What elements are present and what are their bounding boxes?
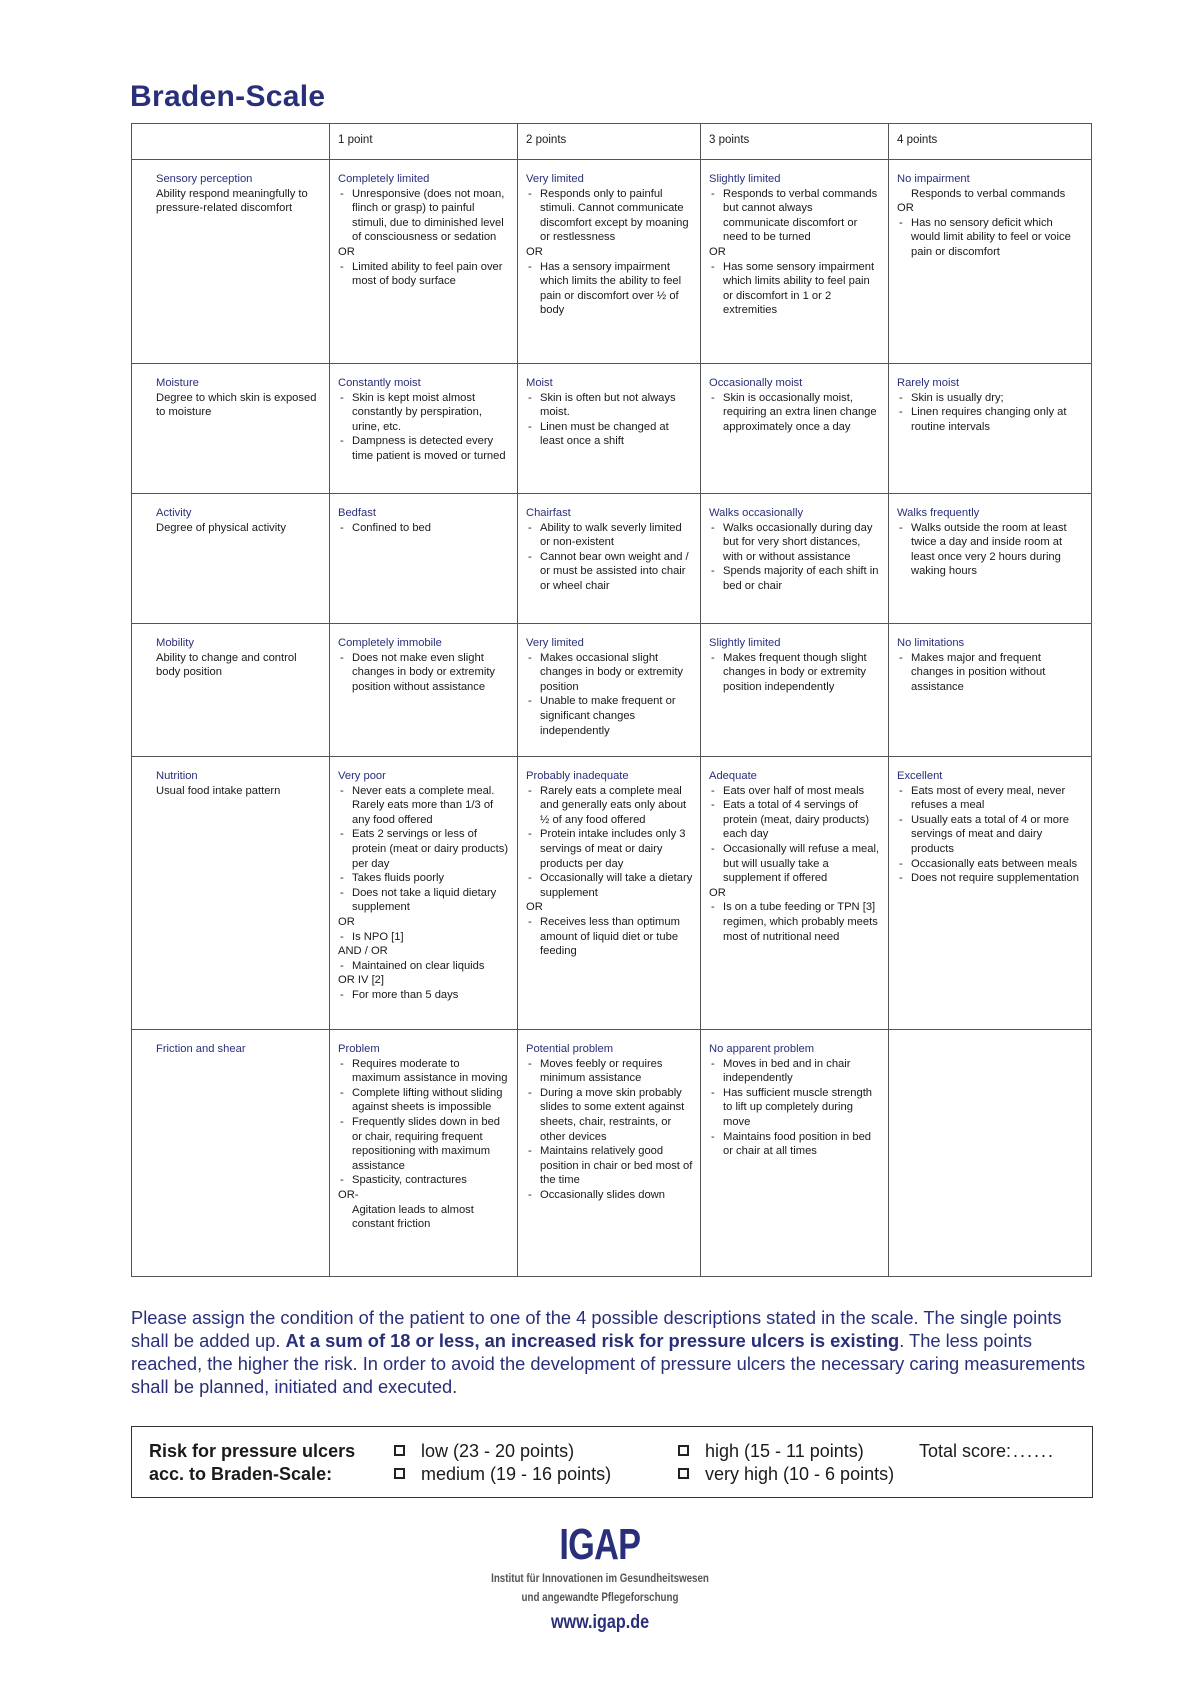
list-item: - Has sufficient muscle strength to lift up completely during move [709, 1086, 882, 1130]
list-item: - Makes major and frequent changes in position without assistance [897, 651, 1085, 695]
list-item: - Occasionally slides down [526, 1188, 694, 1203]
level-cell [518, 624, 701, 757]
list-item: - Spasticity, contractures [338, 1173, 511, 1188]
list-item: - Maintained on clear liquids [338, 959, 511, 974]
list-item: - Takes fluids poorly [338, 871, 511, 886]
level-title: Potential problem [526, 1043, 614, 1055]
list-item: - Linen must be changed at least once a shift [526, 420, 694, 449]
list-item: - Limited ability to feel pain over most of body surface [338, 260, 511, 289]
list-item: - Makes frequent though slight changes in body or extremity position independently [709, 651, 882, 695]
list-item: - Occasionally will take a dietary supplement [526, 871, 694, 900]
level-title: Very limited [526, 637, 584, 649]
list-item: - Skin is often but not always moist. [526, 391, 694, 420]
list-text: OR IV [2] [338, 974, 385, 987]
category-cell [132, 757, 330, 1030]
list-item: - Usually eats a total of 4 or more servings of meat and dairy products [897, 813, 1085, 857]
list-text: OR- [338, 1188, 359, 1201]
list-item: - Receives less than optimum amount of liquid diet or tube feeding [526, 915, 694, 959]
level-title: Moist [526, 377, 553, 389]
list-item: - Complete lifting without sliding against sheets is impossible [338, 1086, 511, 1115]
logo-url[interactable]: www.igap.de [550, 1612, 650, 1633]
level-title: Probably inadequate [526, 770, 629, 782]
list-item: - Is on a tube feeding or TPN [3] regimen, which probably meets most of nutritional need [709, 900, 882, 944]
level-cell [701, 757, 889, 1030]
category-description: Ability to change and control body position [156, 651, 297, 679]
list-item: - Occasionally eats between meals [897, 857, 1085, 872]
level-cell [330, 757, 518, 1030]
list-item: - Never eats a complete meal. Rarely eats more than 1/3 of any food offered [338, 784, 511, 828]
header-cell: 4 points [889, 124, 1092, 160]
level-cell [518, 494, 701, 624]
table-row [132, 1030, 1092, 1277]
list-item: - Is NPO [1] [338, 930, 511, 945]
level-cell [518, 757, 701, 1030]
category-description: Degree to which skin is exposed to moisture [156, 391, 317, 419]
risk-option-medium[interactable] [394, 1463, 611, 1486]
level-cell [518, 160, 701, 364]
table-row [132, 494, 1092, 624]
level-cell [330, 1030, 518, 1277]
list-text: AND / OR [338, 945, 388, 958]
list-item: - Moves in bed and in chair independently [709, 1057, 882, 1086]
level-cell [518, 364, 701, 494]
table-row [132, 757, 1092, 1030]
list-item: - Confined to bed [338, 521, 511, 536]
level-title: Very poor [338, 770, 386, 782]
igap-logo [0, 1520, 1200, 1634]
level-title: Walks occasionally [709, 507, 804, 519]
level-title: Very limited [526, 173, 584, 185]
list-item: - For more than 5 days [338, 988, 511, 1003]
instructions-emphasis: At a sum of 18 or less, an increased risk for pressure ulcers is existing [285, 1330, 900, 1351]
list-item: - Makes occasional slight changes in body or extremity position [526, 651, 694, 695]
total-score-field[interactable]: ...... [1013, 1441, 1056, 1461]
checkbox-icon[interactable] [678, 1468, 689, 1479]
risk-label [149, 1440, 355, 1486]
level-title: Completely limited [338, 173, 430, 185]
level-cell [889, 1030, 1092, 1277]
list-item: - Walks occasionally during day but for very short distances, with or without assistance [709, 521, 882, 565]
risk-option-label: high (15 - 11 points) [705, 1441, 864, 1461]
level-cell [889, 364, 1092, 494]
instructions-text-end: . The less points reached, the higher the risk. In order to avoid the development of pressure ulcers the necessary caring measurements shall be planned, initiated and executed. [131, 1330, 1086, 1397]
level-title: Chairfast [526, 507, 571, 519]
level-title: Occasionally moist [709, 377, 803, 389]
list-item: - Has a sensory impairment which limits the ability to feel pain or discomfort over ½ of body [526, 260, 694, 318]
list-item: - Occasionally will refuse a meal, but will usually take a supplement if offered [709, 842, 882, 886]
level-cell [889, 757, 1092, 1030]
list-item: - Unable to make frequent or significant changes independently [526, 694, 694, 738]
list-item: - Skin is usually dry; [897, 391, 1085, 406]
category-title: Nutrition [156, 770, 198, 782]
level-title: Bedfast [338, 507, 376, 519]
total-score [919, 1440, 1055, 1463]
list-text: OR [338, 245, 355, 258]
list-text: OR [526, 245, 543, 258]
braden-scale-table [131, 123, 1092, 1277]
checkbox-icon[interactable] [394, 1445, 405, 1456]
list-item: - Does not take a liquid dietary supplement [338, 886, 511, 915]
list-item: - Walks outside the room at least twice a day and inside room at least once very 2 hours during waking hours [897, 521, 1085, 579]
risk-option-very-high[interactable] [678, 1463, 894, 1486]
category-cell [132, 624, 330, 757]
instructions-paragraph [131, 1306, 1093, 1398]
risk-label-line: acc. to Braden-Scale: [149, 1464, 333, 1484]
risk-option-label: very high (10 - 6 points) [705, 1464, 895, 1484]
list-item: - Does not require supplementation [897, 871, 1085, 886]
category-title: Moisture [156, 377, 199, 389]
list-text: Agitation leads to almost constant friction [352, 1203, 474, 1231]
list-text: OR [709, 886, 726, 899]
list-item: - Maintains relatively good position in chair or bed most of the time [526, 1144, 694, 1188]
level-cell [701, 624, 889, 757]
list-item: - Cannot bear own weight and / or must be assisted into chair or wheel chair [526, 550, 694, 594]
risk-label-line: Risk for pressure ulcers [149, 1441, 356, 1461]
level-cell [701, 1030, 889, 1277]
list-item: - Eats a total of 4 servings of protein (meat, dairy products) each day [709, 798, 882, 842]
level-title: Completely immobile [338, 637, 442, 649]
level-title: Excellent [897, 770, 943, 782]
level-title: Adequate [709, 770, 757, 782]
level-title: Slightly limited [709, 173, 781, 185]
list-text: OR [338, 915, 355, 928]
list-item: - Linen requires changing only at routine intervals [897, 405, 1085, 434]
category-cell [132, 160, 330, 364]
checkbox-icon[interactable] [678, 1445, 689, 1456]
risk-box [131, 1426, 1093, 1498]
level-cell [701, 364, 889, 494]
list-text: OR [709, 245, 726, 258]
list-item: - Eats 2 servings or less of protein (meat or dairy products) per day [338, 827, 511, 871]
category-description: Ability respond meaningfully to pressure-related discomfort [156, 187, 308, 215]
risk-option-label: low (23 - 20 points) [421, 1441, 575, 1461]
list-item: - Ability to walk severly limited or non-existent [526, 521, 694, 550]
category-cell [132, 364, 330, 494]
list-item: - Protein intake includes only 3 servings of meat or dairy products per day [526, 827, 694, 871]
list-item: - Does not make even slight changes in body or extremity position without assistance [338, 651, 511, 695]
logo-tagline: Institut für Innovationen im Gesundheitswesen [491, 1573, 709, 1585]
header-cell: 1 point [330, 124, 518, 160]
category-title: Activity [156, 507, 192, 519]
level-cell [330, 160, 518, 364]
level-title: Rarely moist [897, 377, 960, 389]
list-item: - Spends majority of each shift in bed or chair [709, 564, 882, 593]
list-item: - Unresponsive (does not moan, flinch or grasp) to painful stimuli, due to diminished level of consciousness or sedation [338, 187, 511, 245]
table-row [132, 624, 1092, 757]
level-cell [889, 494, 1092, 624]
list-item: - Moves feebly or requires minimum assistance [526, 1057, 694, 1086]
level-title: Constantly moist [338, 377, 421, 389]
category-cell [132, 1030, 330, 1277]
category-title: Sensory perception [156, 173, 253, 185]
level-title: Slightly limited [709, 637, 781, 649]
checkbox-icon[interactable] [394, 1468, 405, 1479]
list-item: - Dampness is detected every time patient is moved or turned [338, 434, 511, 463]
risk-option-high[interactable] [678, 1440, 864, 1463]
list-text: OR [897, 202, 914, 215]
header-cell [132, 124, 330, 160]
level-title: Walks frequently [897, 507, 980, 519]
level-title: No apparent problem [709, 1043, 815, 1055]
category-title: Mobility [156, 637, 194, 649]
total-score-label: Total score: [919, 1441, 1012, 1461]
table-row [132, 364, 1092, 494]
table-row [132, 160, 1092, 364]
list-item: - Has no sensory deficit which would limit ability to feel or voice pain or discomfort [897, 216, 1085, 260]
list-item: - Eats over half of most meals [709, 784, 882, 799]
category-title: Friction and shear [156, 1043, 246, 1055]
level-cell [330, 494, 518, 624]
list-item: - Frequently slides down in bed or chair, requiring frequent repositioning with maximum assistance [338, 1115, 511, 1173]
page-title: Braden-Scale [130, 80, 326, 113]
list-item: - Skin is kept moist almost constantly by perspiration, urine, etc. [338, 391, 511, 435]
level-title: No impairment [897, 173, 970, 185]
level-title: Problem [338, 1043, 380, 1055]
list-item: - Skin is occasionally moist, requiring an extra linen change approximately once a day [709, 391, 882, 435]
list-item: - During a move skin probably slides to some extent against sheets, chair, restraints, or other devices [526, 1086, 694, 1144]
list-item: - Responds to verbal commands but cannot always communicate discomfort or need to be turned [709, 187, 882, 245]
list-item: - Maintains food position in bed or chair at all times [709, 1130, 882, 1159]
list-item: - Responds only to painful stimuli. Cannot communicate discomfort except by moaning or restlessness [526, 187, 694, 245]
list-text: OR [526, 901, 543, 914]
category-description: Usual food intake pattern [156, 784, 281, 797]
level-cell [701, 160, 889, 364]
level-cell [518, 1030, 701, 1277]
list-item: - Rarely eats a complete meal and generally eats only about ½ of any food offered [526, 784, 694, 828]
table-header-row [132, 124, 1092, 160]
logo-mark: IGAP [559, 1520, 641, 1569]
list-item: - Requires moderate to maximum assistance in moving [338, 1057, 511, 1086]
level-cell [889, 160, 1092, 364]
risk-option-low[interactable] [394, 1440, 574, 1463]
risk-option-label: medium (19 - 16 points) [421, 1464, 612, 1484]
list-item: - Has some sensory impairment which limits ability to feel pain or discomfort in 1 or 2 extremities [709, 260, 882, 318]
level-title: No limitations [897, 637, 965, 649]
category-cell [132, 494, 330, 624]
list-text: Responds to verbal commands [911, 187, 1066, 200]
instructions-text: Please assign the condition of the patient to one of the 4 possible descriptions stated in the scale. The single points shall be added up. [131, 1307, 1062, 1351]
level-cell [701, 494, 889, 624]
header-cell: 3 points [701, 124, 889, 160]
category-description: Degree of physical activity [156, 521, 286, 534]
list-item: - Eats most of every meal, never refuses a meal [897, 784, 1085, 813]
logo-tagline: und angewandte Pflegeforschung [521, 1592, 679, 1604]
level-cell [889, 624, 1092, 757]
level-cell [330, 624, 518, 757]
level-cell [330, 364, 518, 494]
header-cell: 2 points [518, 124, 701, 160]
